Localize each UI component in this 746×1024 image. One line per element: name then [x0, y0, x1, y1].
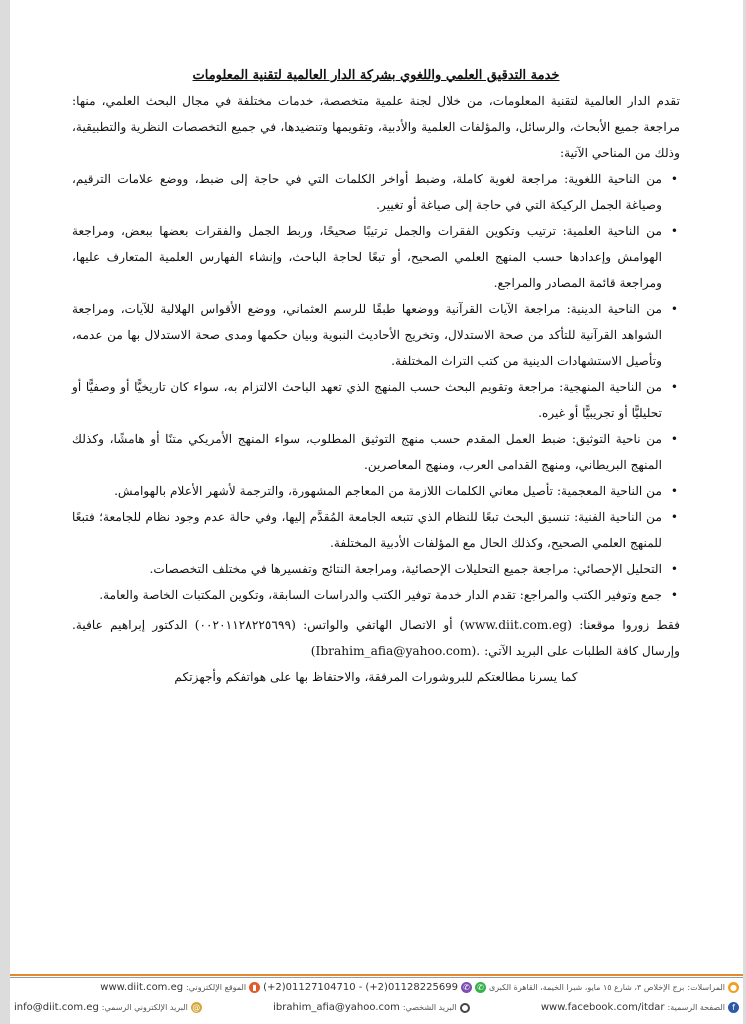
bullet-icon: • — [670, 562, 678, 576]
website-label: الموقع الإلكتروني: — [186, 983, 247, 992]
mobile-icon: ▮ — [249, 982, 260, 993]
list-item: • من الناحية العلمية: ترتيب وتكوين الفقرات والجمل ترتيبًا صحيحًا، وربط الجمل والفقرات بعضها ببعض، ومراجعة الهوامش وإعدادها حسب المنهج العلمي الصحيح، أو تبعًا لحاجة الباحث، وإنشاء الفهارس العلمية المتعارف عليها، ومراجعة قائمة المصادر والمراجع. — [72, 218, 680, 296]
phone-number: (٠٠٢٠١١٢٨٢٢٥٦٩٩) — [194, 618, 296, 632]
facebook-label: الصفحة الرسمية: — [667, 1003, 725, 1012]
list-item: • من الناحية المنهجية: مراجعة وتقويم البحث حسب المنهج الذي تعهد الباحث الالتزام به، سواء كان تاريخيًّا أو وصفيًّا أو تحليليًّا أو تجريبيًّا أو غيره. — [72, 374, 680, 426]
page-footer — [10, 966, 743, 1024]
bullet-icon: • — [670, 588, 678, 602]
bullet-icon: • — [670, 484, 678, 498]
personal-email-link[interactable]: ibrahim_afia@yahoo.com — [273, 1002, 400, 1013]
document-body — [72, 64, 680, 690]
services-list — [72, 166, 680, 608]
official-email-label: البريد الإلكتروني الرسمي: — [101, 1003, 188, 1012]
email-link[interactable]: (Ibrahim_afia@yahoo.com). — [310, 644, 481, 658]
bullet-icon: • — [670, 380, 678, 394]
footer-row-online — [14, 1002, 739, 1013]
address-label: المراسلات: — [687, 983, 725, 992]
list-item: • من الناحية المعجمية: تأصيل معاني الكلمات اللازمة من المعاجم المشهورة، والترجمة لأشهر الأعلام بالهوامش. — [72, 478, 680, 504]
location-icon: ● — [728, 982, 739, 993]
website-link[interactable]: (www.diit.com.eg) — [459, 618, 572, 632]
footer-accent-rule — [10, 974, 743, 976]
personal-email-icon — [460, 1003, 470, 1013]
list-item: • من ناحية التوثيق: ضبط العمل المقدم حسب منهج التوثيق المطلوب، سواء المنهج الأمريكي متنًا أو هامشًا، وكذلك المنهج البريطاني، ومنهج القدامى العرب، ومنهج المعاصرين. — [72, 426, 680, 478]
bullet-icon: • — [670, 172, 678, 186]
bullet-icon: • — [670, 224, 678, 238]
list-item: • من الناحية اللغوية: مراجعة لغوية كاملة، وضبط أواخر الكلمات التي في حاجة إلى ضبط، ووضع علامات الترقيم، وصياغة الجمل الركيكة التي في حاجة إلى صياغة أو تغيير. — [72, 166, 680, 218]
intro-paragraph: تقدم الدار العالمية لتقنية المعلومات، من خلال لجنة علمية متخصصة، خدمات مختلفة في مجال البحث العلمي، منها: مراجعة جميع الأبحاث، والرسائل، والمؤلفات العلمية والأدبية، وتقويمها وتنضيدها، في جميع التخصصات النظرية والتطبيقية، وذلك من المناحي الآتية: — [72, 94, 680, 160]
bullet-icon: • — [670, 432, 678, 446]
phone-secondary: (+2)01127104710 - — [263, 982, 363, 993]
address-text: برج الإخلاص ٣، شارع ١٥ مايو، شبرا الخيمة، القاهرة الكبرى — [488, 983, 685, 992]
page-title: خدمة التدقيق العلمي واللغوي بشركة الدار العالمية لتقنية المعلومات — [192, 68, 560, 83]
list-item: • جمع وتوفير الكتب والمراجع: تقدم الدار خدمة توفير الكتب والدراسات السابقة، وتكوين المكتبات الخاصة والعامة. — [72, 582, 680, 608]
list-item: • التحليل الإحصائي: مراجعة جميع التحليلات الإحصائية، ومراجعة النتائج وتفسيرها في مختلف التخصصات. — [72, 556, 680, 582]
list-item: • من الناحية الدينية: مراجعة الآيات القرآنية ووضعها طبقًا للرسم العثماني، ووضع الأقواس الهلالية للآيات، ومراجعة الشواهد القرآنية للتأكد من صحة الاستدلال، وتخريج الأحاديث النبوية وبيان حكمها ومدى صحة الاستدلال بها من عدمه، وتأصيل الاستشهادات الدينية من كتب التراث المختلفة. — [72, 296, 680, 374]
phone-primary: (+2)01128225699 — [365, 982, 458, 993]
bullet-icon: • — [670, 510, 678, 524]
closing-line: كما يسرنا مطالعتكم للبروشورات المرفقة، والاحتفاظ بها على هواتفكم وأجهزتكم — [174, 670, 578, 684]
footer-row-contacts — [14, 982, 739, 993]
facebook-icon: f — [728, 1002, 739, 1013]
bullet-icon: • — [670, 302, 678, 316]
whatsapp-icon: ✆ — [475, 982, 486, 993]
footer-website-link[interactable]: www.diit.com.eg — [100, 982, 184, 993]
facebook-link[interactable]: www.facebook.com/itdar — [540, 1002, 665, 1013]
official-email-icon: @ — [192, 1003, 201, 1012]
personal-email-label: البريد الشخصي: — [402, 1003, 457, 1012]
contact-paragraph: فقط زوروا موقعنا: (www.diit.com.eg) أو الاتصال الهاتفي والواتس: (٠٠٢٠١١٢٨٢٢٥٦٩٩) الدكتور إبراهيم عافية. وإرسال كافة الطلبات على البريد الآتي: (Ibrahim_afia@yahoo.com). — [72, 618, 681, 658]
viber-icon: ✆ — [461, 982, 472, 993]
document-page — [10, 0, 743, 1024]
footer-divider — [10, 977, 743, 978]
list-item: • من الناحية الفنية: تنسيق البحث تبعًا للنظام الذي تتبعه الجامعة المُقدَّم إليها، وفي حالة عدم وجود نظام للجامعة؛ فتبعًا للمنهج العلمي الصحيح، وكذلك الحال مع المؤلفات الأدبية المختلفة. — [72, 504, 680, 556]
official-email-link[interactable]: info@diit.com.eg — [14, 1002, 99, 1013]
